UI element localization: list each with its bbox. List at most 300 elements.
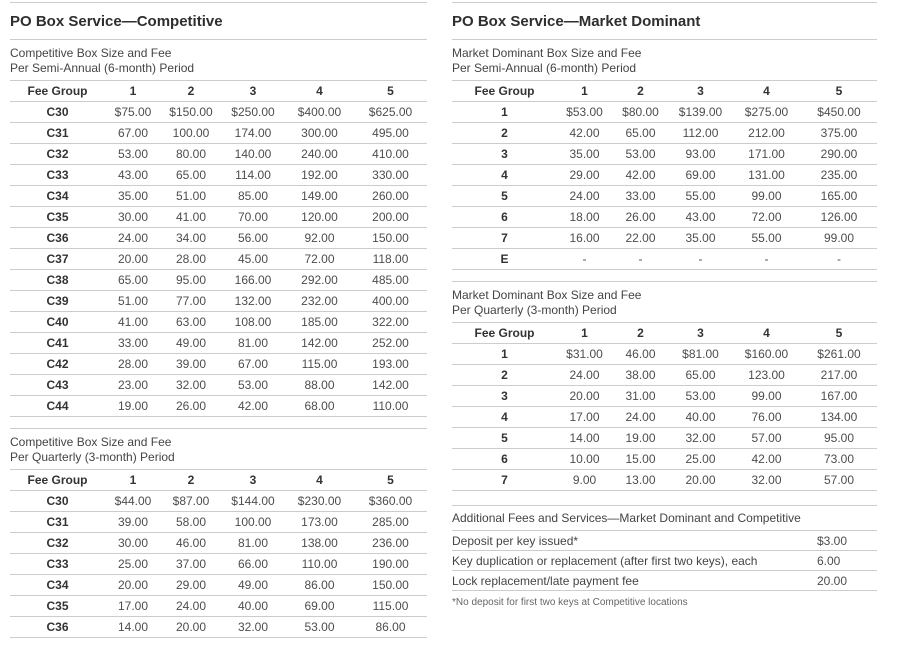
fee-group-cell: C32 — [46, 147, 69, 161]
market-dominant-quarterly-section — [452, 281, 877, 491]
caption-line-1: Competitive Box Size and Fee — [10, 46, 172, 60]
fee-group-cell: C41 — [46, 336, 69, 350]
price-cell: 92.00 — [304, 231, 335, 245]
price-cell: 49.00 — [237, 578, 269, 592]
price-cell: $53.00 — [566, 105, 603, 119]
price-cell: 55.00 — [751, 231, 782, 245]
price-row — [10, 533, 427, 554]
price-cell: $275.00 — [744, 105, 789, 119]
price-cell: 95.00 — [823, 431, 855, 445]
price-cell: 185.00 — [301, 315, 338, 329]
price-cell: 25.00 — [685, 452, 716, 466]
price-cell: 99.00 — [751, 389, 782, 403]
price-cell: 123.00 — [748, 368, 785, 382]
price-cell: $44.00 — [114, 494, 152, 508]
price-cell: 88.00 — [304, 378, 335, 392]
price-cell: 43.00 — [685, 210, 716, 224]
price-cell: 40.00 — [237, 599, 269, 613]
price-row — [452, 186, 877, 207]
price-row — [452, 228, 877, 249]
price-row — [452, 365, 877, 386]
price-row — [10, 596, 427, 617]
price-cell: 42.00 — [237, 399, 269, 413]
fee-group-cell: C32 — [46, 536, 69, 550]
price-cell: 200.00 — [372, 210, 409, 224]
price-cell: 41.00 — [117, 315, 149, 329]
price-cell: 65.00 — [117, 273, 149, 287]
price-cell: 285.00 — [372, 515, 409, 529]
price-row — [10, 249, 427, 270]
column-header: 1 — [129, 84, 137, 98]
price-cell: 57.00 — [751, 431, 782, 445]
price-cell: 57.00 — [823, 473, 855, 487]
price-row — [10, 512, 427, 533]
price-cell: 20.00 — [685, 473, 716, 487]
price-cell: 110.00 — [372, 399, 409, 413]
fee-group-cell: C35 — [46, 599, 69, 613]
price-cell: 86.00 — [375, 620, 406, 634]
price-cell: 30.00 — [117, 210, 149, 224]
column-header: 2 — [637, 84, 644, 98]
price-cell: 29.00 — [569, 168, 600, 182]
price-cell: 35.00 — [685, 231, 716, 245]
price-cell: 400.00 — [372, 294, 409, 308]
fee-group-cell: C44 — [46, 399, 69, 413]
fee-group-cell: 1 — [501, 105, 508, 119]
price-cell: 23.00 — [117, 378, 149, 392]
price-cell: 100.00 — [234, 515, 272, 529]
price-cell: 24.00 — [117, 231, 149, 245]
price-cell: 24.00 — [569, 189, 600, 203]
price-cell: 99.00 — [751, 189, 782, 203]
price-cell: 76.00 — [751, 410, 782, 424]
price-row — [452, 102, 877, 123]
price-cell: 35.00 — [117, 189, 149, 203]
price-cell: 65.00 — [175, 168, 207, 182]
fee-group-cell: C37 — [46, 252, 69, 266]
fee-group-cell: C30 — [46, 494, 69, 508]
price-cell: $160.00 — [744, 347, 789, 361]
column-header: 1 — [129, 473, 137, 487]
price-row — [452, 144, 877, 165]
column-header: 2 — [187, 473, 195, 487]
price-cell: 31.00 — [625, 389, 656, 403]
price-cell: 193.00 — [372, 357, 409, 371]
price-row — [452, 249, 877, 270]
column-header: 2 — [637, 326, 644, 340]
price-cell: 190.00 — [372, 557, 409, 571]
price-cell: 30.00 — [117, 536, 149, 550]
price-cell: 35.00 — [569, 147, 600, 161]
price-cell: 53.00 — [117, 147, 149, 161]
price-row — [10, 575, 427, 596]
price-cell: 51.00 — [117, 294, 149, 308]
market-dominant-column — [452, 0, 877, 608]
column-header: 3 — [249, 84, 257, 98]
top-divider — [452, 2, 877, 3]
fee-group-cell: C43 — [46, 378, 69, 392]
fee-label: Deposit per key issued* — [452, 533, 579, 548]
fee-amount: 6.00 — [817, 553, 841, 568]
price-cell: - — [582, 252, 587, 266]
price-cell: 22.00 — [625, 231, 656, 245]
fee-group-cell: C36 — [46, 231, 69, 245]
price-row — [10, 123, 427, 144]
price-cell: 40.00 — [685, 410, 716, 424]
price-cell: 55.00 — [685, 189, 716, 203]
price-cell: 173.00 — [301, 515, 338, 529]
price-cell: 20.00 — [117, 252, 149, 266]
column-header: 5 — [387, 84, 394, 98]
price-row — [452, 207, 877, 228]
header-row — [452, 81, 877, 102]
column-header: 4 — [316, 473, 323, 487]
caption-line-2: Per Quarterly (3-month) Period — [452, 303, 617, 317]
price-row — [10, 554, 427, 575]
price-cell: 51.00 — [175, 189, 207, 203]
fee-group-cell: C34 — [46, 189, 69, 203]
table-caption — [452, 39, 877, 80]
price-cell: 410.00 — [372, 147, 409, 161]
price-row — [10, 396, 427, 417]
price-cell: 41.00 — [175, 210, 207, 224]
column-header: 5 — [835, 326, 843, 340]
price-row — [10, 491, 427, 512]
fee-group-cell: C38 — [46, 273, 69, 287]
price-cell: 15.00 — [625, 452, 656, 466]
price-cell: 77.00 — [175, 294, 207, 308]
price-cell: 69.00 — [304, 599, 335, 613]
column-header: 3 — [249, 473, 257, 487]
competitive-quarterly-table — [10, 469, 427, 638]
price-cell: 300.00 — [301, 126, 338, 140]
price-cell: 167.00 — [820, 389, 858, 403]
fee-group-cell: 4 — [501, 410, 508, 424]
price-cell: 17.00 — [117, 599, 149, 613]
price-cell: 142.00 — [372, 378, 409, 392]
price-cell: 217.00 — [820, 368, 858, 382]
price-cell: 72.00 — [304, 252, 335, 266]
fee-group-header: Fee Group — [27, 473, 88, 487]
price-cell: $150.00 — [169, 105, 213, 119]
additional-fees-title: Additional Fees and Services—Market Dominant and Competitive — [452, 505, 877, 530]
price-cell: 240.00 — [301, 147, 338, 161]
price-cell: 26.00 — [175, 399, 207, 413]
price-cell: 53.00 — [304, 620, 335, 634]
fee-group-cell: 2 — [501, 368, 508, 382]
page-title-competitive: PO Box Service—Competitive — [10, 13, 223, 30]
fee-group-cell: C33 — [46, 168, 69, 182]
price-row — [10, 207, 427, 228]
price-cell: 212.00 — [748, 126, 785, 140]
price-cell: 150.00 — [372, 231, 409, 245]
price-cell: 63.00 — [175, 315, 207, 329]
price-row — [452, 123, 877, 144]
price-row — [452, 344, 877, 365]
price-cell: 58.00 — [175, 515, 207, 529]
additional-fees-table — [452, 530, 877, 591]
price-cell: 99.00 — [823, 231, 855, 245]
competitive-semiannual-section — [10, 39, 427, 417]
fee-group-cell: C35 — [46, 210, 69, 224]
price-cell: 28.00 — [175, 252, 207, 266]
price-cell: 95.00 — [175, 273, 207, 287]
fee-label: Key duplication or replacement (after first two keys), each — [452, 553, 758, 568]
market-dominant-semiannual-section — [452, 39, 877, 270]
price-cell: 24.00 — [625, 410, 656, 424]
price-cell: $31.00 — [566, 347, 603, 361]
price-cell: 132.00 — [234, 294, 272, 308]
price-cell: 14.00 — [569, 431, 600, 445]
fee-item-row — [452, 571, 877, 591]
price-cell: 53.00 — [625, 147, 656, 161]
price-cell: 53.00 — [685, 389, 716, 403]
price-cell: 131.00 — [748, 168, 785, 182]
price-cell: 67.00 — [237, 357, 269, 371]
price-cell: $400.00 — [297, 105, 342, 119]
caption-line-2: Per Semi-Annual (6-month) Period — [452, 61, 637, 75]
price-cell: 19.00 — [117, 399, 149, 413]
price-cell: 56.00 — [237, 231, 269, 245]
price-cell: 108.00 — [234, 315, 272, 329]
price-cell: 110.00 — [301, 557, 338, 571]
price-cell: 13.00 — [625, 473, 656, 487]
price-cell: 100.00 — [172, 126, 210, 140]
price-cell: 80.00 — [175, 147, 207, 161]
fee-group-cell: C31 — [46, 515, 69, 529]
price-cell: 290.00 — [820, 147, 858, 161]
fee-item-row — [452, 531, 877, 551]
price-cell: 236.00 — [372, 536, 409, 550]
fee-group-cell: C42 — [46, 357, 69, 371]
price-cell: $450.00 — [817, 105, 861, 119]
price-cell: 46.00 — [175, 536, 207, 550]
price-row — [10, 144, 427, 165]
price-cell: 43.00 — [117, 168, 149, 182]
price-cell: 42.00 — [751, 452, 782, 466]
price-row — [452, 470, 877, 491]
fee-group-header: Fee Group — [474, 326, 535, 340]
fee-group-cell: 3 — [501, 389, 508, 403]
price-cell: $81.00 — [682, 347, 719, 361]
price-cell: 165.00 — [820, 189, 858, 203]
header-row — [10, 470, 427, 491]
price-cell: 93.00 — [685, 147, 716, 161]
market-dominant-semiannual-table — [452, 80, 877, 270]
price-cell: 32.00 — [685, 431, 716, 445]
price-row — [10, 102, 427, 123]
fee-group-cell: C31 — [46, 126, 69, 140]
price-cell: 65.00 — [685, 368, 716, 382]
fee-group-cell: 7 — [501, 231, 508, 245]
price-cell: 73.00 — [823, 452, 855, 466]
price-cell: 32.00 — [237, 620, 269, 634]
price-cell: 72.00 — [751, 210, 782, 224]
price-cell: 86.00 — [304, 578, 335, 592]
price-cell: 42.00 — [625, 168, 656, 182]
fee-amount: $3.00 — [817, 533, 848, 548]
price-cell: 70.00 — [237, 210, 269, 224]
price-cell: 81.00 — [237, 336, 269, 350]
price-row — [10, 186, 427, 207]
price-cell: 140.00 — [234, 147, 272, 161]
price-cell: 17.00 — [569, 410, 600, 424]
caption-line-1: Competitive Box Size and Fee — [10, 435, 172, 449]
price-cell: 66.00 — [237, 557, 269, 571]
price-cell: 322.00 — [372, 315, 409, 329]
price-cell: $625.00 — [368, 105, 413, 119]
fee-group-cell: C40 — [46, 315, 69, 329]
fee-group-cell: 6 — [501, 452, 508, 466]
page-title-market-dominant: PO Box Service—Market Dominant — [452, 13, 701, 30]
price-cell: 126.00 — [820, 210, 858, 224]
price-cell: 49.00 — [175, 336, 207, 350]
price-cell: 485.00 — [372, 273, 409, 287]
price-cell: 34.00 — [175, 231, 207, 245]
price-cell: 19.00 — [625, 431, 656, 445]
price-cell: 25.00 — [117, 557, 149, 571]
price-cell: 150.00 — [372, 578, 409, 592]
table-caption — [10, 428, 427, 469]
fee-amount: 20.00 — [817, 573, 848, 588]
price-cell: 38.00 — [625, 368, 656, 382]
price-cell: 67.00 — [117, 126, 149, 140]
price-cell: 39.00 — [117, 515, 149, 529]
price-cell: 14.00 — [117, 620, 149, 634]
price-row — [10, 291, 427, 312]
price-row — [10, 270, 427, 291]
price-cell: - — [764, 252, 769, 266]
price-cell: 28.00 — [117, 357, 149, 371]
price-cell: 45.00 — [237, 252, 269, 266]
price-cell: 33.00 — [625, 189, 656, 203]
fee-group-cell: 4 — [501, 168, 508, 182]
column-header: 4 — [316, 84, 323, 98]
table-caption — [452, 281, 877, 322]
price-row — [10, 375, 427, 396]
price-cell: 120.00 — [301, 210, 338, 224]
price-cell: 32.00 — [751, 473, 782, 487]
price-cell: 142.00 — [301, 336, 338, 350]
price-cell: 69.00 — [685, 168, 716, 182]
price-cell: 118.00 — [372, 252, 409, 266]
price-cell: 9.00 — [572, 473, 597, 487]
column-header: 4 — [763, 326, 770, 340]
price-cell: 166.00 — [234, 273, 272, 287]
deposit-footnote: *No deposit for first two keys at Competitive locations — [452, 597, 688, 608]
caption-line-2: Per Quarterly (3-month) Period — [10, 450, 175, 464]
price-cell: 26.00 — [625, 210, 656, 224]
price-row — [10, 333, 427, 354]
fee-group-cell: 6 — [501, 210, 508, 224]
price-cell: 174.00 — [234, 126, 272, 140]
fee-group-cell: 2 — [501, 126, 508, 140]
price-cell: 68.00 — [304, 399, 335, 413]
price-row — [10, 617, 427, 638]
price-cell: $139.00 — [678, 105, 723, 119]
fee-group-cell: C34 — [46, 578, 69, 592]
table-caption — [10, 39, 427, 80]
price-cell: $250.00 — [231, 105, 275, 119]
column-header: 4 — [763, 84, 770, 98]
fee-label: Lock replacement/late payment fee — [452, 573, 639, 588]
price-cell: 112.00 — [682, 126, 719, 140]
price-cell: 149.00 — [301, 189, 338, 203]
fee-group-cell: C30 — [46, 105, 69, 119]
price-cell: 33.00 — [117, 336, 149, 350]
fee-group-header: Fee Group — [474, 84, 535, 98]
column-header: 1 — [581, 326, 588, 340]
fee-group-cell: 7 — [501, 473, 508, 487]
price-row — [10, 165, 427, 186]
price-cell: 20.00 — [569, 389, 600, 403]
fee-group-cell: 5 — [501, 189, 508, 203]
header-row — [10, 81, 427, 102]
price-cell: 20.00 — [175, 620, 207, 634]
fee-group-cell: C33 — [46, 557, 69, 571]
price-cell: 20.00 — [117, 578, 149, 592]
price-cell: 252.00 — [372, 336, 409, 350]
price-row — [452, 407, 877, 428]
column-header: 2 — [187, 84, 195, 98]
price-row — [452, 428, 877, 449]
price-cell: 81.00 — [237, 536, 269, 550]
price-cell: $87.00 — [172, 494, 210, 508]
price-row — [452, 386, 877, 407]
additional-fees-section — [452, 505, 877, 608]
price-cell: 16.00 — [569, 231, 600, 245]
price-cell: - — [698, 252, 703, 266]
price-cell: 46.00 — [625, 347, 656, 361]
price-cell: 115.00 — [372, 599, 409, 613]
fee-group-header: Fee Group — [27, 84, 88, 98]
price-cell: 10.00 — [569, 452, 600, 466]
price-cell: 85.00 — [237, 189, 269, 203]
price-row — [452, 165, 877, 186]
price-cell: 292.00 — [301, 273, 338, 287]
price-cell: 114.00 — [235, 168, 271, 182]
price-cell: 32.00 — [175, 378, 207, 392]
price-cell: 18.00 — [569, 210, 600, 224]
fee-group-cell: C39 — [46, 294, 69, 308]
column-header: 3 — [697, 84, 704, 98]
price-cell: 24.00 — [175, 599, 207, 613]
price-cell: 235.00 — [820, 168, 858, 182]
price-cell: 192.00 — [301, 168, 338, 182]
price-cell: $230.00 — [297, 494, 342, 508]
price-cell: $75.00 — [114, 105, 152, 119]
column-header: 5 — [835, 84, 843, 98]
competitive-semiannual-table — [10, 80, 427, 417]
price-cell: 138.00 — [301, 536, 338, 550]
price-cell: - — [837, 252, 841, 266]
price-cell: 232.00 — [301, 294, 338, 308]
price-cell: 260.00 — [372, 189, 409, 203]
price-cell: 330.00 — [372, 168, 409, 182]
price-cell: 134.00 — [820, 410, 858, 424]
price-cell: $261.00 — [817, 347, 861, 361]
price-row — [10, 354, 427, 375]
competitive-column — [10, 0, 427, 638]
price-cell: 53.00 — [237, 378, 269, 392]
price-cell: 65.00 — [625, 126, 656, 140]
price-row — [10, 228, 427, 249]
caption-line-2: Per Semi-Annual (6-month) Period — [10, 61, 195, 75]
fee-group-cell: 3 — [501, 147, 508, 161]
price-cell: 495.00 — [372, 126, 409, 140]
price-cell: 171.00 — [748, 147, 785, 161]
fee-group-cell: E — [500, 252, 509, 266]
